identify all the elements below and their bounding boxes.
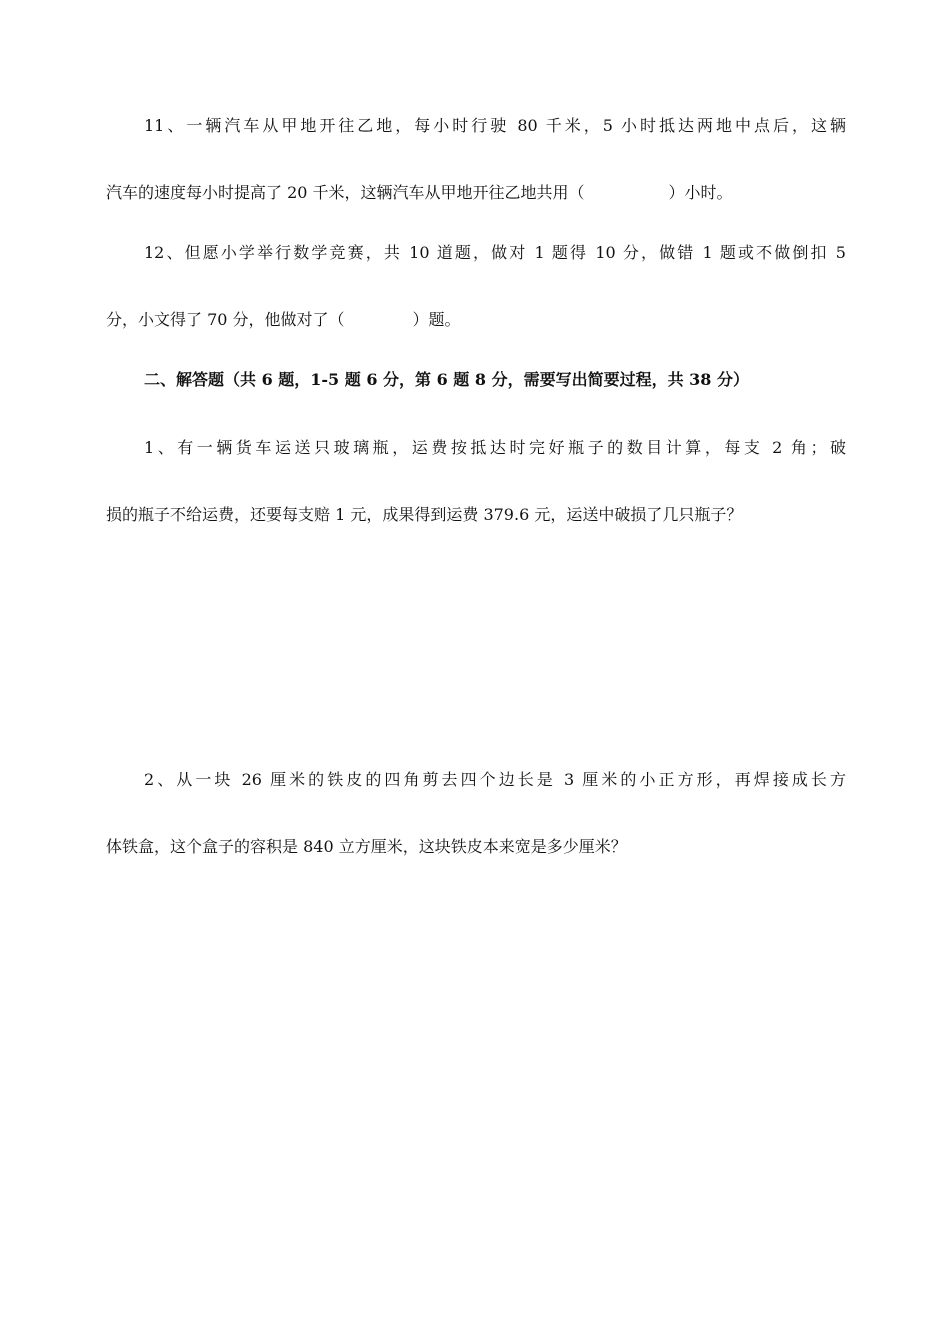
problem-2-line-1: 2、从一块 26 厘米的铁皮的四角剪去四个边长是 3 厘米的小正方形，再焊接成长方 [144, 770, 846, 789]
problem-2-line-2: 体铁盒，这个盒子的容积是 840 立方厘米，这块铁皮本来宽是多少厘米？ [106, 837, 627, 856]
problem-1 [106, 414, 846, 548]
question-11-text-before-blank: 汽车的速度每小时提高了 20 千米，这辆汽车从甲地开往乙地共用（ [106, 183, 585, 202]
question-11 [106, 92, 846, 226]
question-11-line-1: 11、一辆汽车从甲地开往乙地，每小时行驶 80 千米，5 小时抵达两地中点后，这辆 [144, 116, 846, 135]
problem-1-line-1: 1、有一辆货车运送只玻璃瓶，运费按抵达时完好瓶子的数目计算，每支 2 角；破 [144, 438, 846, 457]
question-12-line-1: 12、但愿小学举行数学竞赛，共 10 道题，做对 1 题得 10 分，做错 1 题或不做倒扣 5 [144, 243, 846, 262]
question-11-text-after-blank: ）小时。 [668, 183, 733, 202]
problem-2 [106, 746, 846, 880]
question-12-text-before-blank: 分，小文得了 70 分，他做对了（ [106, 310, 345, 329]
question-11-line-2 [106, 159, 846, 226]
question-12-text-after-blank: ）题。 [412, 310, 461, 329]
problem-1-line-2: 损的瓶子不给运费，还要每支赔 1 元，成果得到运费 379.6 元，运送中破损了几只瓶子？ [106, 505, 743, 524]
question-12 [106, 219, 846, 353]
question-12-line-2 [106, 286, 846, 353]
section-heading: 二、解答题（共 6 题，1-5 题 6 分，第 6 题 8 分，需要写出简要过程，共 38 分） [144, 370, 749, 389]
